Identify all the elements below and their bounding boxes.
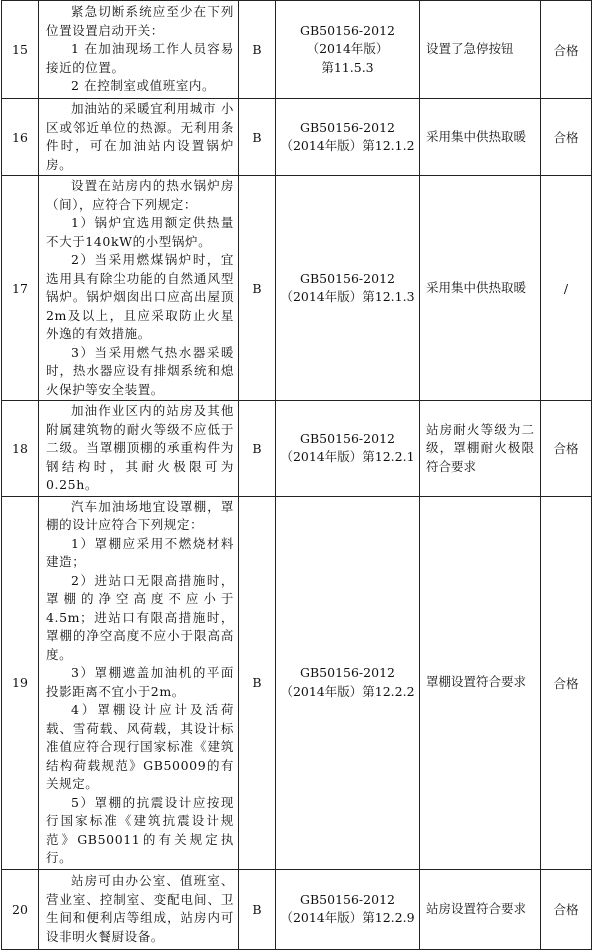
requirement-cell bbox=[39, 176, 239, 401]
requirement-text: 1 在加油现场工作人员容易接近的位置。 bbox=[46, 41, 234, 75]
level-cell: B bbox=[239, 401, 276, 497]
level-cell: B bbox=[239, 1, 276, 99]
row-number: 17 bbox=[2, 176, 39, 401]
row-number: 15 bbox=[2, 1, 39, 99]
level-cell: B bbox=[239, 176, 276, 401]
conclusion-cell: 合格 bbox=[541, 401, 592, 497]
requirement-text: 2）当采用燃煤锅炉时，宜选用具有除尘功能的自然通风型锅炉。锅炉烟囱出口应高出屋顶2m及以上，且应采取防止火星外逸的有效措施。 bbox=[46, 252, 234, 341]
requirement-text: 站房可由办公室、值班室、营业室、控制室、变配电间、卫生间和便利店等组成，站房内可设非明火餐厨设备。 bbox=[46, 873, 234, 944]
requirement-text: 汽车加油场地宜设罩棚，罩棚的设计应符合下列规定： bbox=[46, 498, 234, 532]
standard-text: GB50156-2012 bbox=[300, 430, 395, 446]
conclusion-cell: 合格 bbox=[541, 1, 592, 99]
requirement-text: 设置在站房内的热水锅炉房（间），应符合下列规定： bbox=[46, 178, 234, 212]
check-result-cell: 设置了急停按钮 bbox=[420, 1, 541, 99]
standard-text: GB50156-2012 bbox=[300, 665, 395, 680]
conclusion-cell: / bbox=[541, 176, 592, 401]
conclusion-cell: 合格 bbox=[541, 869, 592, 949]
requirement-text: 5）罩棚的抗震设计应按现行国家标准《建筑抗震设计规范》GB50011的有关规定执行。 bbox=[46, 794, 234, 865]
requirement-text: 1）罩棚应采用不燃烧材料建造； bbox=[46, 535, 234, 569]
standard-text: GB50156-2012 bbox=[300, 891, 395, 907]
requirement-text: 紧急切断系统应至少在下列位置设置启动开关： bbox=[46, 4, 234, 38]
requirement-text: 1）锅炉宜选用额定供热量不大于140kW的小型锅炉。 bbox=[46, 215, 234, 249]
standard-cell bbox=[276, 176, 420, 401]
check-result-cell: 站房设置符合要求 bbox=[420, 869, 541, 949]
standard-cell bbox=[276, 1, 420, 99]
table-row bbox=[2, 99, 592, 176]
standard-cell bbox=[276, 496, 420, 869]
requirement-text: 3）罩棚遮盖加油机的平面投影距离不宜小于2m。 bbox=[46, 665, 234, 699]
table-row bbox=[2, 869, 592, 949]
standard-cell bbox=[276, 99, 420, 176]
table-row bbox=[2, 176, 592, 401]
check-result-cell: 罩棚设置符合要求 bbox=[420, 496, 541, 869]
level-cell: B bbox=[239, 99, 276, 176]
standard-text: （2014年版） bbox=[306, 41, 389, 57]
level-cell: B bbox=[239, 869, 276, 949]
row-number: 20 bbox=[2, 869, 39, 949]
standard-text: （2014年版）第12.2.9 bbox=[280, 910, 415, 925]
table-row bbox=[2, 496, 592, 869]
requirement-text: 2）进站口无限高措施时，罩棚的净空高度不应小于4.5m；进站口有限高措施时，罩棚的净空高度不应小于限高高度。 bbox=[46, 572, 234, 662]
row-number: 16 bbox=[2, 99, 39, 176]
standard-cell bbox=[276, 869, 420, 949]
requirement-text: 加油作业区内的站房及其他附属建筑物的耐火等级不应低于二级。当罩棚顶棚的承重构件为钢结构时，其耐火极限可为0.25h。 bbox=[46, 403, 234, 492]
standard-text: GB50156-2012 bbox=[300, 22, 395, 38]
requirement-cell bbox=[39, 99, 239, 176]
table-row bbox=[2, 401, 592, 497]
row-number: 19 bbox=[2, 496, 39, 869]
requirement-cell bbox=[39, 496, 239, 869]
requirement-cell bbox=[39, 401, 239, 497]
conclusion-cell: 合格 bbox=[541, 99, 592, 176]
conclusion-cell: 合格 bbox=[541, 496, 592, 869]
standard-text: （2014年版）第12.1.2 bbox=[280, 138, 415, 153]
standard-text: GB50156-2012 bbox=[300, 119, 395, 135]
requirement-text: 3）当采用燃气热水器采暖时，热水器应设有排烟系统和熄火保护等安全装置。 bbox=[46, 344, 234, 397]
requirement-text: 加油站的采暖宜利用城市 小区或邻近单位的热源。无利用条件时，可在加油站内设置锅炉房。 bbox=[46, 101, 234, 172]
requirement-cell bbox=[39, 1, 239, 99]
check-result-cell: 采用集中供热取暖 bbox=[420, 176, 541, 401]
standard-text: （2014年版）第12.2.1 bbox=[280, 449, 415, 465]
check-result-cell: 站房耐火等级为二级，罩棚耐火极限符合要求 bbox=[420, 401, 541, 497]
requirement-cell bbox=[39, 869, 239, 949]
standard-text: GB50156-2012 bbox=[300, 270, 395, 286]
requirement-text: 4）罩棚设计应计及活荷载、雪荷载、风荷载，其设计标准值应符合现行国家标准《建筑结构荷载规范》GB50009的有关规定。 bbox=[46, 702, 234, 791]
level-cell: B bbox=[239, 496, 276, 869]
row-number: 18 bbox=[2, 401, 39, 497]
check-result-cell: 采用集中供热取暖 bbox=[420, 99, 541, 176]
standard-text: 第11.5.3 bbox=[321, 59, 374, 75]
inspection-table bbox=[1, 0, 592, 950]
table-row bbox=[2, 1, 592, 99]
requirement-text: 2 在控制室或值班室内。 bbox=[71, 78, 216, 94]
standard-cell bbox=[276, 401, 420, 497]
standard-text: （2014年版）第12.2.2 bbox=[280, 683, 415, 699]
standard-text: （2014年版）第12.1.3 bbox=[280, 289, 415, 304]
